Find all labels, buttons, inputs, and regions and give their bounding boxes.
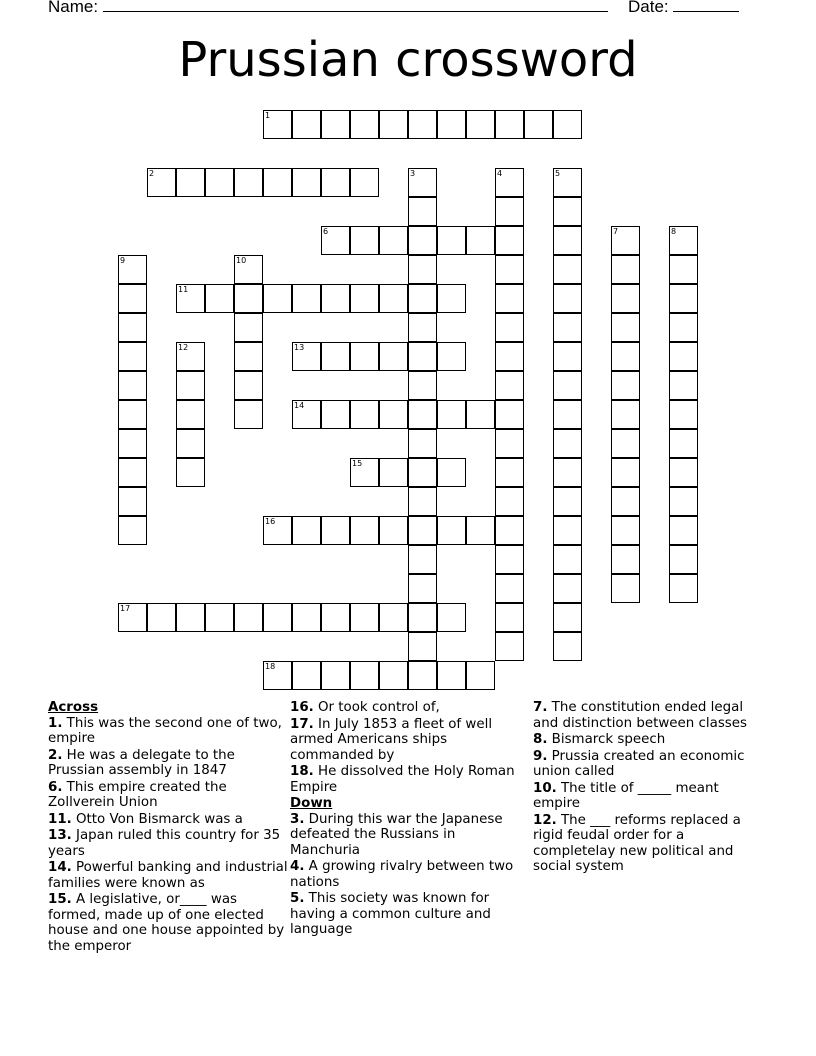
- clue-number-label: 11.: [48, 811, 72, 827]
- grid-cell[interactable]: [495, 574, 524, 603]
- grid-cell[interactable]: [553, 371, 582, 400]
- grid-cell[interactable]: [321, 516, 350, 545]
- page-title: Prussian crossword: [178, 32, 638, 88]
- grid-cell[interactable]: [263, 284, 292, 313]
- clue-number-label: 13.: [48, 828, 72, 843]
- grid-cell[interactable]: [379, 284, 408, 313]
- grid-cell[interactable]: [234, 342, 263, 371]
- grid-cell[interactable]: [350, 342, 379, 371]
- clue-text: A legislative, or____ was formed, made up of one elected house and one house appointed by the emperor: [48, 892, 285, 954]
- grid-cell[interactable]: [292, 342, 321, 371]
- grid-cell[interactable]: [495, 110, 524, 139]
- grid-cell[interactable]: [292, 661, 321, 690]
- grid-cell[interactable]: [408, 574, 437, 603]
- grid-cell[interactable]: [292, 284, 321, 313]
- grid-cell[interactable]: [669, 487, 698, 516]
- grid-cell[interactable]: [466, 226, 495, 255]
- grid-cell[interactable]: [321, 400, 350, 429]
- grid-cell[interactable]: [437, 110, 466, 139]
- clue-item: [48, 748, 288, 779]
- clue-text: This was the second one of two, empire: [48, 715, 282, 746]
- grid-cell[interactable]: [321, 284, 350, 313]
- grid-cell[interactable]: [263, 110, 292, 139]
- grid-cell[interactable]: [118, 603, 147, 632]
- clue-number-label: 15.: [48, 892, 72, 907]
- grid-cell[interactable]: [350, 516, 379, 545]
- clue-item: [48, 892, 288, 954]
- grid-cell[interactable]: [321, 603, 350, 632]
- grid-cell[interactable]: [611, 371, 640, 400]
- clue-number: 9: [120, 256, 126, 265]
- clue-number: 15: [352, 459, 363, 468]
- grid-cell[interactable]: [147, 603, 176, 632]
- grid-cell[interactable]: [437, 226, 466, 255]
- name-label: Name:: [48, 0, 99, 16]
- grid-cell[interactable]: [176, 371, 205, 400]
- clues-heading: Down: [290, 796, 333, 811]
- clue-number-label: 14.: [48, 860, 72, 875]
- grid-cell[interactable]: [669, 284, 698, 313]
- grid-cell[interactable]: [408, 429, 437, 458]
- grid-cell[interactable]: [263, 661, 292, 690]
- grid-cell[interactable]: [669, 342, 698, 371]
- grid-cell[interactable]: [118, 371, 147, 400]
- grid-cell[interactable]: [379, 400, 408, 429]
- grid-cell[interactable]: [350, 603, 379, 632]
- clue-text: He was a delegate to the Prussian assembly in 1847: [48, 747, 235, 778]
- grid-cell[interactable]: [669, 458, 698, 487]
- grid-cell[interactable]: [118, 342, 147, 371]
- clue-item: [290, 859, 522, 890]
- grid-cell[interactable]: [553, 632, 582, 661]
- clue-number-label: 3.: [290, 811, 305, 827]
- grid-cell[interactable]: [611, 458, 640, 487]
- grid-cell[interactable]: [553, 603, 582, 632]
- clues-column-2: [290, 700, 522, 939]
- grid-cell[interactable]: [553, 516, 582, 545]
- clues-column-3: [533, 700, 761, 876]
- clue-item: [533, 749, 761, 780]
- clue-number: 3: [410, 169, 416, 178]
- grid-cell[interactable]: [495, 168, 524, 197]
- clue-number: 5: [555, 169, 561, 178]
- grid-cell[interactable]: [350, 458, 379, 487]
- clue-number: 7: [613, 227, 619, 236]
- clue-number: 13: [294, 343, 305, 352]
- clue-text: Powerful banking and industrial families were known as: [48, 860, 288, 891]
- grid-cell[interactable]: [118, 400, 147, 429]
- clue-text: This society was known for having a common culture and language: [290, 891, 491, 937]
- clue-number: 1: [265, 111, 271, 120]
- grid-cell[interactable]: [669, 429, 698, 458]
- grid-cell[interactable]: [234, 168, 263, 197]
- grid-cell[interactable]: [205, 284, 234, 313]
- clue-number-label: 12.: [533, 812, 557, 828]
- grid-cell[interactable]: [408, 168, 437, 197]
- clue-item: [533, 732, 761, 748]
- grid-cell[interactable]: [408, 632, 437, 661]
- grid-cell[interactable]: [437, 284, 466, 313]
- clue-number-label: 2.: [48, 747, 63, 763]
- clue-number: 6: [323, 227, 329, 236]
- clue-item: [290, 700, 522, 716]
- grid-cell[interactable]: [553, 284, 582, 313]
- grid-cell[interactable]: [263, 168, 292, 197]
- clues-heading: Across: [48, 700, 99, 715]
- grid-cell[interactable]: [553, 255, 582, 284]
- clue-item: [48, 716, 288, 747]
- grid-cell[interactable]: [437, 603, 466, 632]
- clue-text: Prussia created an economic union called: [533, 748, 745, 779]
- grid-cell[interactable]: [669, 313, 698, 342]
- grid-cell[interactable]: [118, 284, 147, 313]
- clue-number: 4: [497, 169, 503, 178]
- grid-cell[interactable]: [379, 661, 408, 690]
- grid-cell[interactable]: [408, 487, 437, 516]
- grid-cell[interactable]: [495, 487, 524, 516]
- clue-number: 8: [671, 227, 677, 236]
- grid-cell[interactable]: [495, 255, 524, 284]
- grid-cell[interactable]: [176, 284, 205, 313]
- grid-cell[interactable]: [350, 284, 379, 313]
- clue-number-label: 18.: [290, 764, 314, 779]
- grid-cell[interactable]: [379, 226, 408, 255]
- grid-cell[interactable]: [118, 487, 147, 516]
- grid-cell[interactable]: [176, 342, 205, 371]
- grid-cell[interactable]: [350, 110, 379, 139]
- clue-number-label: 17.: [290, 716, 314, 732]
- grid-cell[interactable]: [669, 226, 698, 255]
- grid-cell[interactable]: [495, 226, 524, 255]
- clue-number: 16: [265, 517, 276, 526]
- grid-cell[interactable]: [292, 168, 321, 197]
- grid-cell[interactable]: [611, 255, 640, 284]
- clue-number-label: 10.: [533, 780, 557, 796]
- grid-cell[interactable]: [611, 226, 640, 255]
- grid-cell[interactable]: [611, 487, 640, 516]
- clue-number-label: 5.: [290, 891, 305, 906]
- grid-cell[interactable]: [669, 516, 698, 545]
- grid-cell[interactable]: [524, 110, 553, 139]
- grid-cell[interactable]: [553, 110, 582, 139]
- grid-cell[interactable]: [611, 516, 640, 545]
- grid-cell[interactable]: [437, 458, 466, 487]
- grid-cell[interactable]: [495, 371, 524, 400]
- clue-text: Japan ruled this country for 35 years: [48, 828, 281, 859]
- grid-cell[interactable]: [466, 110, 495, 139]
- grid-cell[interactable]: [408, 284, 437, 313]
- grid-cell[interactable]: [408, 226, 437, 255]
- grid-cell[interactable]: [553, 400, 582, 429]
- clue-item: [533, 700, 761, 731]
- grid-cell[interactable]: [553, 429, 582, 458]
- grid-cell[interactable]: [553, 313, 582, 342]
- grid-cell[interactable]: [553, 226, 582, 255]
- grid-cell[interactable]: [147, 168, 176, 197]
- clue-number-label: 7.: [533, 700, 548, 715]
- clue-item: [533, 813, 761, 875]
- grid-cell[interactable]: [379, 110, 408, 139]
- grid-cell[interactable]: [437, 400, 466, 429]
- grid-cell[interactable]: [495, 342, 524, 371]
- clue-number: 2: [149, 169, 155, 178]
- grid-cell[interactable]: [669, 400, 698, 429]
- grid-cell[interactable]: [234, 284, 263, 313]
- grid-cell[interactable]: [205, 603, 234, 632]
- clue-item: [48, 812, 288, 828]
- grid-cell[interactable]: [611, 429, 640, 458]
- grid-cell[interactable]: [118, 313, 147, 342]
- clue-text: This empire created the Zollverein Union: [48, 779, 227, 810]
- grid-cell[interactable]: [553, 487, 582, 516]
- grid-cell[interactable]: [408, 197, 437, 226]
- clue-text: Or took control of,: [318, 700, 440, 715]
- grid-cell[interactable]: [205, 168, 234, 197]
- grid-cell[interactable]: [263, 516, 292, 545]
- grid-cell[interactable]: [437, 516, 466, 545]
- grid-cell[interactable]: [495, 313, 524, 342]
- clue-text: Otto Von Bismarck was a: [76, 811, 243, 827]
- grid-cell[interactable]: [553, 574, 582, 603]
- grid-cell[interactable]: [495, 632, 524, 661]
- grid-cell[interactable]: [466, 400, 495, 429]
- grid-cell[interactable]: [350, 661, 379, 690]
- grid-cell[interactable]: [495, 400, 524, 429]
- grid-cell[interactable]: [437, 661, 466, 690]
- grid-cell[interactable]: [553, 197, 582, 226]
- clue-text: The ___ reforms replaced a rigid feudal order for a completelay new political and social system: [533, 812, 741, 874]
- clue-text: The constitution ended legal and distinction between classes: [533, 700, 747, 731]
- grid-cell[interactable]: [408, 516, 437, 545]
- grid-cell[interactable]: [379, 458, 408, 487]
- grid-cell[interactable]: [553, 342, 582, 371]
- grid-cell[interactable]: [379, 603, 408, 632]
- clue-number-label: 16.: [290, 700, 314, 715]
- grid-cell[interactable]: [350, 168, 379, 197]
- grid-cell[interactable]: [350, 226, 379, 255]
- grid-cell[interactable]: [553, 545, 582, 574]
- grid-cell[interactable]: [466, 661, 495, 690]
- clue-number: 10: [236, 256, 247, 265]
- clues-column-1: [48, 700, 288, 955]
- grid-cell[interactable]: [379, 516, 408, 545]
- grid-cell[interactable]: [118, 516, 147, 545]
- clue-number-label: 8.: [533, 732, 548, 747]
- grid-cell[interactable]: [321, 110, 350, 139]
- grid-cell[interactable]: [321, 661, 350, 690]
- grid-cell[interactable]: [408, 458, 437, 487]
- grid-cell[interactable]: [408, 342, 437, 371]
- grid-cell[interactable]: [234, 371, 263, 400]
- grid-cell[interactable]: [611, 574, 640, 603]
- grid-cell[interactable]: [292, 110, 321, 139]
- grid-cell[interactable]: [321, 226, 350, 255]
- grid-cell[interactable]: [408, 603, 437, 632]
- clue-item: [290, 812, 522, 859]
- grid-cell[interactable]: [292, 516, 321, 545]
- clue-text: During this war the Japanese defeated the Russians in Manchuria: [290, 811, 503, 858]
- grid-cell[interactable]: [553, 458, 582, 487]
- grid-cell[interactable]: [553, 168, 582, 197]
- clue-number: 14: [294, 401, 305, 410]
- clue-item: [290, 717, 522, 764]
- grid-cell[interactable]: [495, 458, 524, 487]
- grid-cell[interactable]: [408, 661, 437, 690]
- clue-item: [290, 764, 522, 795]
- grid-cell[interactable]: [292, 400, 321, 429]
- grid-cell[interactable]: [495, 603, 524, 632]
- grid-cell[interactable]: [669, 545, 698, 574]
- clue-number-label: 6.: [48, 779, 63, 795]
- grid-cell[interactable]: [408, 313, 437, 342]
- grid-cell[interactable]: [669, 371, 698, 400]
- grid-cell[interactable]: [669, 574, 698, 603]
- grid-cell[interactable]: [176, 168, 205, 197]
- grid-cell[interactable]: [408, 371, 437, 400]
- clue-text: Bismarck speech: [551, 732, 666, 747]
- grid-cell[interactable]: [611, 284, 640, 313]
- grid-cell[interactable]: [350, 400, 379, 429]
- grid-cell[interactable]: [176, 400, 205, 429]
- grid-cell[interactable]: [408, 110, 437, 139]
- grid-cell[interactable]: [118, 458, 147, 487]
- clue-number-label: 1.: [48, 715, 63, 731]
- clue-number: 18: [265, 662, 276, 671]
- grid-cell[interactable]: [495, 545, 524, 574]
- grid-cell[interactable]: [118, 255, 147, 284]
- date-label: Date:: [628, 0, 669, 16]
- grid-cell[interactable]: [292, 603, 321, 632]
- grid-cell[interactable]: [408, 400, 437, 429]
- grid-cell[interactable]: [611, 313, 640, 342]
- grid-cell[interactable]: [408, 545, 437, 574]
- grid-cell[interactable]: [234, 313, 263, 342]
- clue-item: [48, 780, 288, 811]
- grid-cell[interactable]: [611, 400, 640, 429]
- grid-cell[interactable]: [611, 342, 640, 371]
- grid-cell[interactable]: [466, 516, 495, 545]
- clue-text: In July 1853 a fleet of well armed Americans ships commanded by: [290, 716, 493, 763]
- grid-cell[interactable]: [321, 342, 350, 371]
- clue-text: A growing rivalry between two nations: [290, 859, 514, 890]
- clue-number: 11: [178, 285, 189, 294]
- clue-number-label: 9.: [533, 748, 548, 764]
- clue-text: The title of _____ meant empire: [533, 780, 719, 811]
- grid-cell[interactable]: [379, 342, 408, 371]
- grid-cell[interactable]: [495, 429, 524, 458]
- grid-cell[interactable]: [669, 255, 698, 284]
- grid-cell[interactable]: [495, 284, 524, 313]
- grid-cell[interactable]: [408, 255, 437, 284]
- clue-number: 12: [178, 343, 189, 352]
- grid-cell[interactable]: [176, 458, 205, 487]
- grid-cell[interactable]: [234, 255, 263, 284]
- clue-item: [48, 860, 288, 891]
- grid-cell[interactable]: [234, 400, 263, 429]
- grid-cell[interactable]: [263, 603, 292, 632]
- grid-cell[interactable]: [118, 429, 147, 458]
- grid-cell[interactable]: [176, 603, 205, 632]
- clue-number: 17: [120, 604, 131, 613]
- clue-item: [533, 781, 761, 812]
- clue-item: [290, 891, 522, 938]
- grid-cell[interactable]: [495, 516, 524, 545]
- grid-cell[interactable]: [611, 545, 640, 574]
- grid-cell[interactable]: [234, 603, 263, 632]
- grid-cell[interactable]: [321, 168, 350, 197]
- clue-item: [48, 828, 288, 859]
- grid-cell[interactable]: [495, 197, 524, 226]
- clue-number-label: 4.: [290, 859, 305, 874]
- grid-cell[interactable]: [437, 342, 466, 371]
- clue-text: He dissolved the Holy Roman Empire: [290, 764, 515, 795]
- grid-cell[interactable]: [176, 429, 205, 458]
